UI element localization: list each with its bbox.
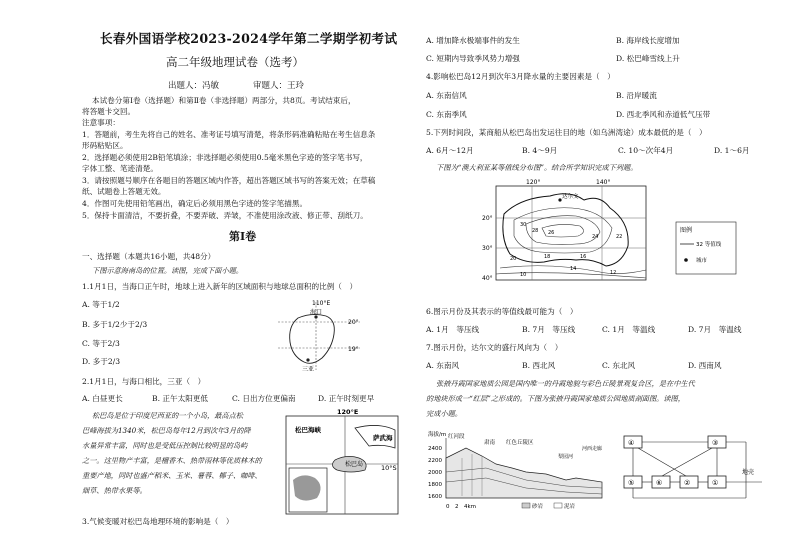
sumba-map: [285, 408, 401, 516]
intro-line-1: 本试卷分第Ⅰ卷（选择题）和第Ⅱ卷（非选择题）两部分，共8页。考试结束后，: [92, 96, 356, 105]
iso-14: 14: [570, 266, 577, 272]
passage1-l1: 松巴岛是位于印度尼西亚的一个小岛，最高点松: [92, 411, 243, 420]
iso-22: 22: [616, 234, 623, 240]
section-part: 一、选择题（本题共16小题，共48分）: [82, 252, 216, 261]
australia-map: [480, 178, 740, 288]
map3-city: 达尔文: [562, 194, 579, 200]
note-2b: 字体工整、笔迹清楚。: [82, 164, 158, 173]
passage2-l3: 完成小题。: [426, 409, 462, 418]
profile-ylabel: 海拔/m: [428, 432, 447, 438]
map3-lon1: 120°: [526, 179, 541, 186]
q3-option-c[interactable]: C. 短期内导致季风势力增强: [426, 54, 520, 63]
q1-option-d[interactable]: D. 多于2/3: [82, 357, 121, 366]
passage1-l4: 之一。这里物产丰富，是檀香木、热带雨林等优质林木的: [82, 456, 262, 465]
profile-tick-0: 2400: [428, 446, 442, 452]
map1-lat1: 20°: [348, 319, 359, 326]
profile-label-3: 梨园河: [558, 454, 574, 460]
passage1-l3: 水量异常丰富，同时也是受低压控制比较明显的岛屿: [82, 441, 248, 450]
q7-option-c[interactable]: C. 东北风: [602, 361, 636, 370]
iso-30: 30: [520, 222, 527, 228]
cycle-box-6: ⑥: [656, 479, 663, 487]
passage1-l6: 烟草、热带水果等。: [82, 486, 147, 495]
q1-option-a[interactable]: A. 等于1/2: [82, 300, 120, 309]
profile-label-4: 河西走廊: [582, 446, 603, 452]
profile-scale: 0 2 4km: [446, 504, 477, 510]
author-line: 出题人：冯敏 审题人：王玲: [168, 81, 305, 91]
q3-option-a[interactable]: A. 增加降水极端事件的发生: [426, 36, 520, 45]
q7-option-d[interactable]: D. 西南风: [688, 361, 722, 370]
map2-strait: 松巴海峡: [295, 426, 321, 434]
cycle-box-2: ②: [684, 479, 691, 487]
q5-option-b[interactable]: B. 4～9月: [522, 146, 558, 155]
exam-title: 长春外国语学校2023-2024学年第二学期学初考试: [100, 31, 398, 46]
profile-label-0: 红河段: [448, 434, 465, 440]
profile-label-2: 红色丘陵区: [506, 440, 534, 446]
q6-option-c[interactable]: C. 1月 等温线: [602, 325, 656, 334]
iso-10: 10: [520, 272, 527, 278]
map3-lon2: 140°: [596, 179, 611, 186]
note-4: 4．作图可先使用铅笔画出，确定后必须用黑色字迹的签字笔描黑。: [82, 199, 308, 208]
profile-tick-3: 1800: [428, 482, 442, 488]
hainan-map: [272, 296, 364, 374]
map1-city: 海口: [310, 309, 323, 316]
geology-profile: [426, 428, 604, 512]
map3-lat1: 20°: [482, 215, 493, 222]
map2-lon: 120°E: [337, 408, 359, 416]
q2-option-b[interactable]: B. 正午太阳更低: [152, 394, 208, 403]
q4-option-d[interactable]: D. 西北季风和赤道低气压带: [616, 110, 711, 119]
map3-lat3: 40°: [482, 275, 493, 282]
q2-option-d[interactable]: D. 正午时刻更早: [318, 394, 375, 403]
map1-lon: 110°E: [312, 300, 331, 307]
q2-option-c[interactable]: C. 日出方位更偏南: [232, 394, 296, 403]
q3-option-d[interactable]: D. 松巴峰雪线上升: [616, 54, 680, 63]
q1-option-c[interactable]: C. 等于2/3: [82, 339, 120, 348]
profile-tick-1: 2200: [428, 458, 442, 464]
passage2-l2: 的地块形成一“红层”之形成的。下图为张掖丹霞国家地质公园地质剖面图。读图，: [426, 394, 685, 403]
iso-16: 16: [580, 254, 587, 260]
note-2a: 2．选择题必须使用2B铅笔填涂；非选择题必须使用0.5毫米黑色字迹的签字笔书写，: [82, 153, 368, 162]
profile-legend-1: 泥岩: [564, 504, 576, 510]
iso-26: 26: [548, 230, 555, 236]
map3-lat2: 30°: [482, 245, 493, 252]
cycle-box-4: ④: [628, 439, 635, 447]
iso-12: 12: [610, 270, 617, 276]
iso-20: 20: [510, 256, 517, 262]
profile-legend-0: 砂岩: [532, 504, 544, 510]
q3-option-b[interactable]: B. 海岸线长度增加: [616, 36, 680, 45]
q5-stem: 5.下列时间段，某商船从松巴岛出发运往目的地（如乌洲湾途）成本最低的是（ ）: [426, 128, 707, 137]
profile-tick-4: 1600: [428, 494, 442, 500]
passage1-l5: 重要产地，同时也盛产稻米、玉米、薯蓉、椰子、咖啡、: [82, 471, 262, 480]
legend-line: 32 等值线: [696, 242, 722, 248]
map1-lat2: 19°: [348, 346, 359, 353]
q3-stem: 3.气候变暖对松巴岛地理环境的影响是（ ）: [82, 517, 234, 526]
profile-tick-2: 2000: [428, 470, 442, 476]
q6-option-d[interactable]: D. 7月 等温线: [688, 325, 742, 334]
q2-stem: 2.1月1日，与海口相比，三亚（ ）: [82, 377, 206, 386]
note-1b: 形码粘贴区。: [82, 141, 128, 150]
map2-sea: 萨武海: [373, 434, 393, 442]
q1-option-b[interactable]: B. 多于1/2少于2/3: [82, 320, 148, 329]
section-heading: 第Ⅰ卷: [229, 230, 257, 243]
iso-18: 18: [544, 254, 551, 260]
passage1-l2: 巴峰海拔为1340米，松巴岛每年12月到次年3月的降: [82, 426, 251, 435]
map2-island: 松巴岛: [345, 461, 364, 468]
q6-option-b[interactable]: B. 7月 等压线: [522, 325, 576, 334]
cycle-box-5: ⑤: [628, 479, 635, 487]
q4-option-b[interactable]: B. 沿岸暖流: [616, 91, 657, 100]
lead-1: 下图示意海南岛的位置。读图，完成下面小题。: [92, 266, 243, 275]
exam-subtitle: 高二年级地理试卷（选考）: [166, 55, 304, 69]
note-1a: 1．答题前，考生先将自己的姓名、准考证号填写清楚，将条形码准确粘贴在考生信息条: [82, 130, 376, 139]
q5-option-c[interactable]: C. 10～次年4月: [618, 146, 674, 155]
intro-line-2: 将答题卡交回。: [82, 107, 136, 116]
lead-2: 下图为“澳大利亚某等值线分布图”。结合所学知识完成下列题。: [436, 163, 638, 172]
q1-stem: 1.1月1日，当海口正午时，地球上进入新年的区域面积与地球总面积的比例（ ）: [82, 282, 358, 291]
q6-stem: 6.图示月份及其表示的等值线最可能为（ ）: [426, 307, 578, 316]
q4-stem: 4.影响松巴岛12月到次年3月降水量的主要因素是（ ）: [426, 72, 615, 81]
q2-option-a[interactable]: A. 白昼更长: [82, 394, 123, 403]
q5-option-a[interactable]: A. 6月～12月: [426, 146, 474, 155]
q6-option-a[interactable]: A. 1月 等压线: [426, 325, 480, 334]
iso-28: 28: [532, 228, 539, 234]
legend-city: 城市: [696, 258, 708, 264]
map1-place: 三亚: [302, 366, 315, 373]
q5-option-d[interactable]: D. 1～6月: [714, 146, 750, 155]
notes-label: 注意事项：: [82, 118, 120, 127]
cycle-box-3: ③: [712, 439, 719, 447]
iso-24: 24: [592, 234, 599, 240]
q4-option-c[interactable]: C. 东南季风: [426, 110, 467, 119]
legend-title: 图例: [680, 227, 693, 234]
note-5: 5．保持卡面清洁，不要折叠，不要弄破、弄皱，不准使用涂改液、修正带、刮纸刀。: [82, 211, 368, 220]
profile-label-1: 肃南: [484, 440, 496, 446]
rock-cycle-diagram: [616, 428, 766, 512]
q7-option-b[interactable]: B. 西北风: [522, 361, 556, 370]
cycle-box-1: ①: [712, 479, 719, 487]
map2-lat: 10°S: [381, 464, 397, 472]
cycle-label: 地壳: [742, 469, 755, 476]
passage2-l1: 张掖丹霞国家地质公园是国内唯一的丹霞地貌与彩色丘陵景观复合区，是在中生代: [436, 379, 695, 388]
note-3b: 纸、试题卷上答题无效。: [82, 187, 166, 196]
q7-stem: 7.图示月份，达尔文的盛行风向为（ ）: [426, 343, 563, 352]
q4-option-a[interactable]: A. 东南信风: [426, 91, 467, 100]
q7-option-a[interactable]: A. 东南风: [426, 361, 460, 370]
note-3a: 3．请按照题号顺序在各题目的答题区域内作答，超出答题区域书写的答案无效；在草稿: [82, 176, 376, 185]
